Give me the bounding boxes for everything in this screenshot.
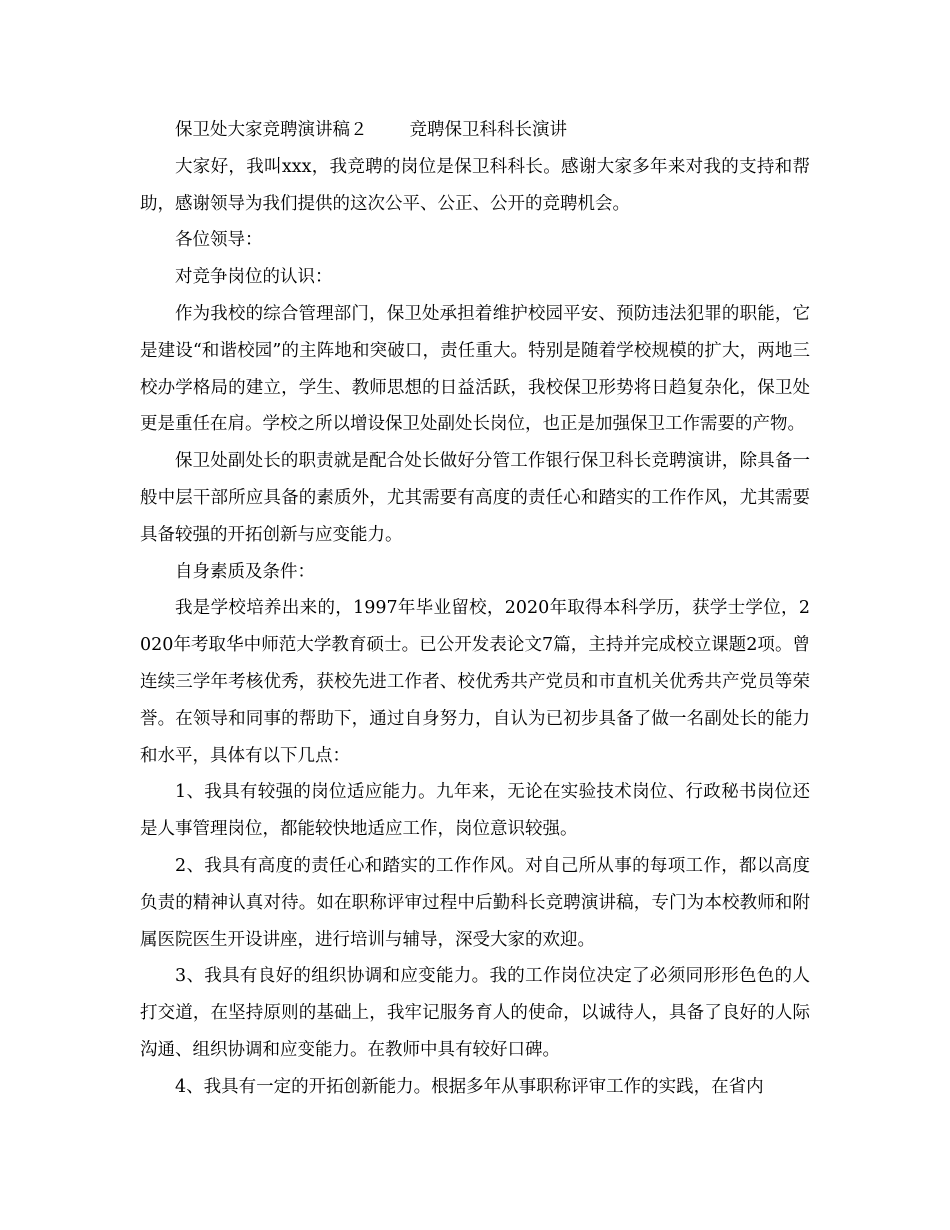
title-right: 竞聘保卫科科长演讲 bbox=[409, 120, 567, 140]
paragraph-background: 我是学校培养出来的，1997年毕业留校，2020年取得本科学历，获学士学位，2020年考取华中师范大学教育硕士。已公开发表论文7篇，主持并完成校立课题2项。曾连续三学年考核优秀，获校先进工作者、校优秀共产党员和市直机关优秀共产党员等荣誉。在领导和同事的帮助下，通过自身努力，自认为已初步具备了做一名副处长的能力和水平，具体有以下几点： bbox=[140, 598, 810, 766]
paragraph-greeting: 大家好，我叫xxx，我竞聘的岗位是保卫科科长。感谢大家多年来对我的支持和帮助，感谢领导为我们提供的这次公平、公正、公开的竞聘机会。 bbox=[140, 156, 810, 214]
document-title bbox=[140, 112, 810, 149]
paragraph-point-1: 1、我具有较强的岗位适应能力。九年来，无论在实验技术岗位、行政秘书岗位还是人事管理岗位，都能较快地适应工作，岗位意识较强。 bbox=[140, 782, 810, 840]
paragraph-point-2: 2、我具有高度的责任心和踏实的工作作风。对自己所从事的每项工作，都以高度负责的精神认真对待。如在职称评审过程中后勤科长竞聘演讲稿，专门为本校教师和附属医院医生开设讲座，进行培训与辅导，深受大家的欢迎。 bbox=[140, 855, 810, 950]
paragraph-point-4: 4、我具有一定的开拓创新能力。根据多年从事职称评审工作的实践，在省内 bbox=[175, 1076, 764, 1097]
heading-position-understanding: 对竞争岗位的认识： bbox=[175, 267, 333, 288]
title-left: 保卫处大家竞聘演讲稿２ bbox=[175, 120, 368, 140]
document-body bbox=[140, 112, 810, 1106]
paragraph-deputy-duties: 保卫处副处长的职责就是配合处长做好分管工作银行保卫科长竞聘演讲，除具备一般中层干部所应具备的素质外，尤其需要有高度的责任心和踏实的工作作风，尤其需要具备较强的开拓创新与应变能力。 bbox=[140, 451, 810, 545]
paragraph-department-role: 作为我校的综合管理部门，保卫处承担着维护校园平安、预防违法犯罪的职能，它是建设“和谐校园”的主阵地和突破口，责任重大。特别是随着学校规模的扩大，两地三校办学格局的建立，学生、教师思想的日益活跃，我校保卫形势将日趋复杂化，保卫处更是重任在肩。学校之所以增设保卫处副处长岗位，也正是加强保卫工作需要的产物。 bbox=[140, 303, 810, 435]
paragraph-salutation: 各位领导： bbox=[175, 230, 263, 251]
paragraph-point-3: 3、我具有良好的组织协调和应变能力。我的工作岗位决定了必须同形形色色的人打交道，在坚持原则的基础上，我牢记服务育人的使命，以诚待人，具备了良好的人际沟通、组织协调和应变能力。在教师中具有较好口碑。 bbox=[140, 966, 810, 1060]
heading-qualifications: 自身素质及条件： bbox=[175, 561, 315, 582]
